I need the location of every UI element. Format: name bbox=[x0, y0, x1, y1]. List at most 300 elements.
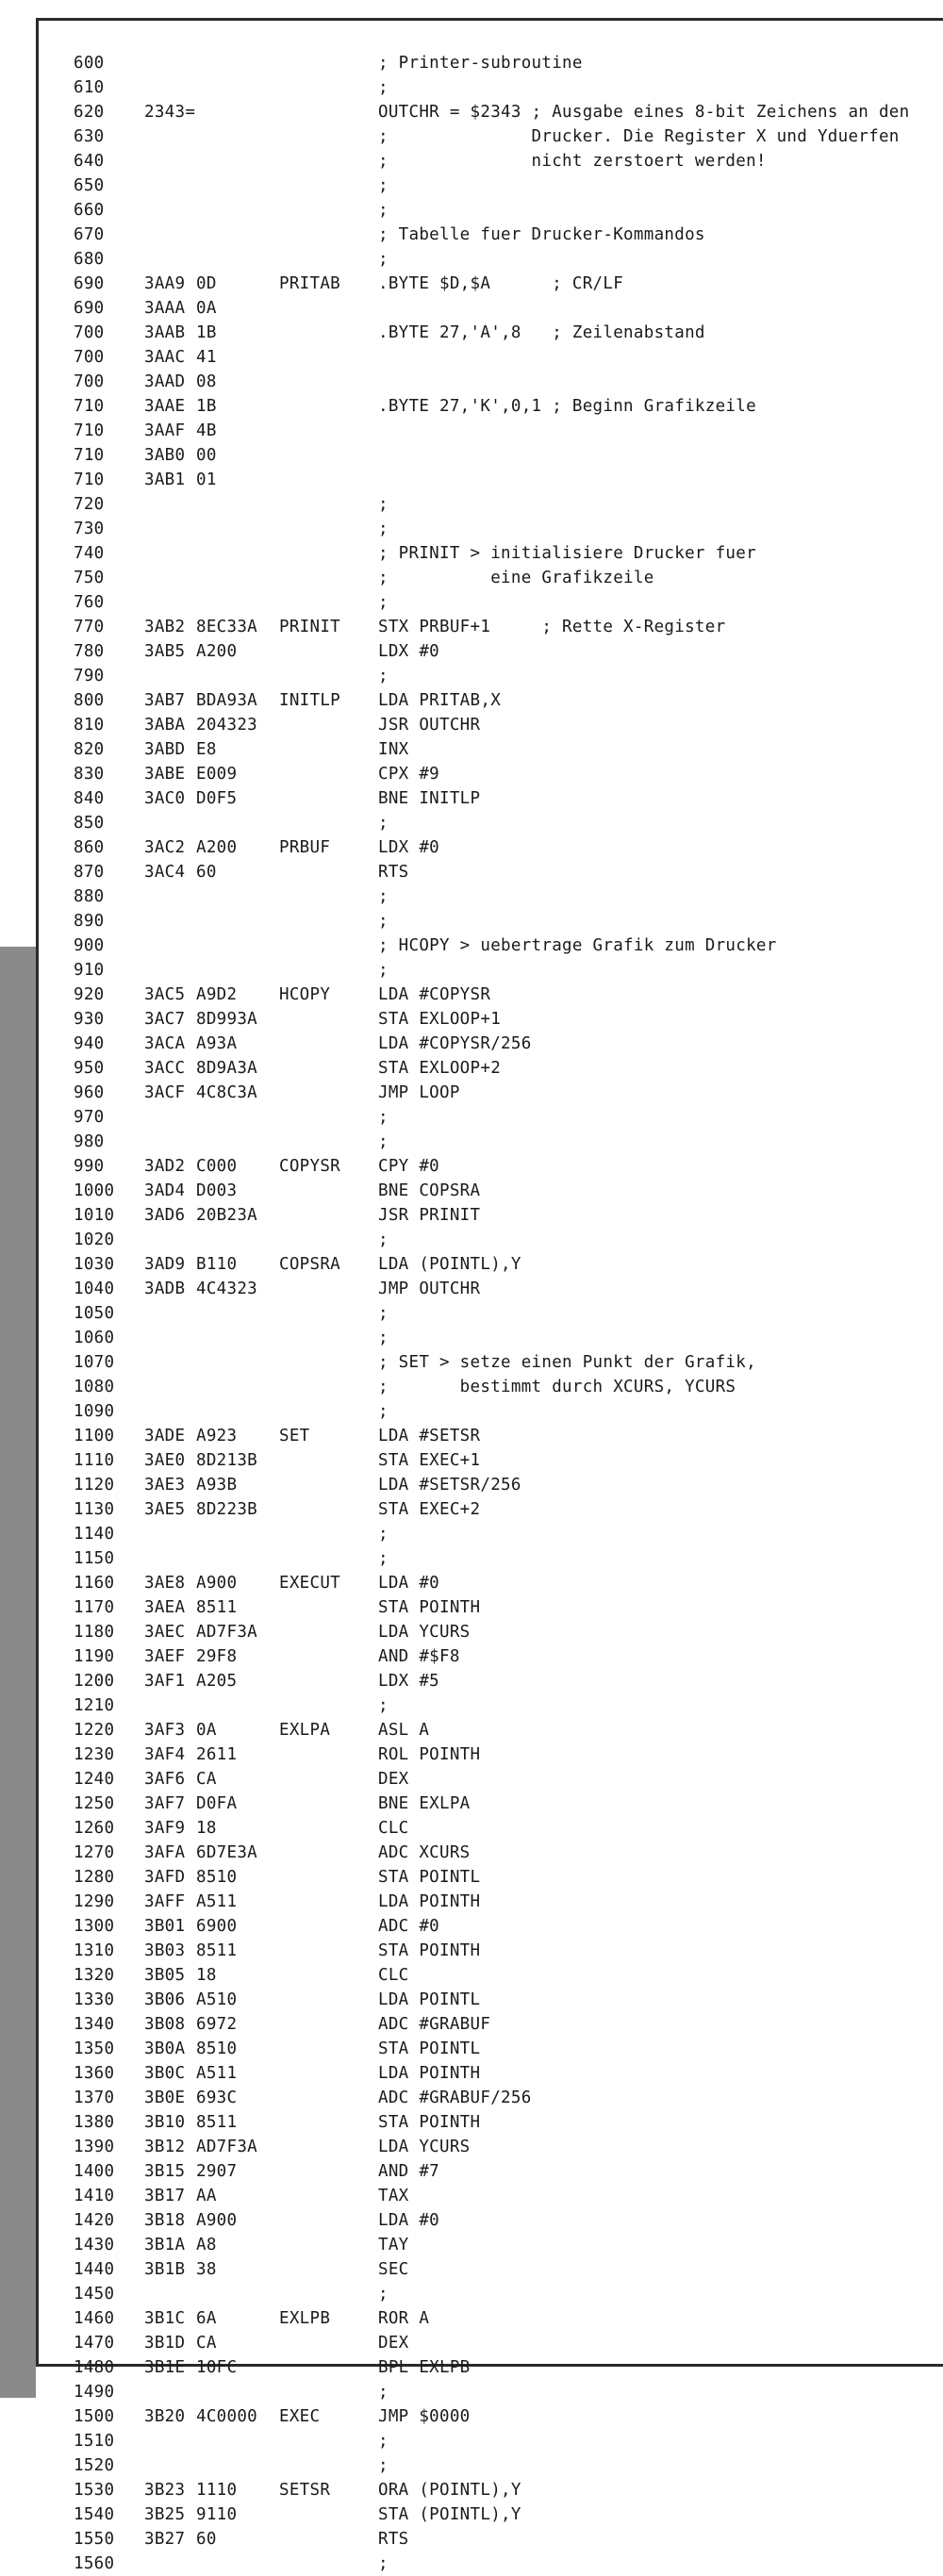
instruction: ; bbox=[378, 2383, 389, 2402]
address: 3B18 bbox=[144, 2211, 186, 2230]
address: 3AF4 bbox=[144, 1745, 186, 1764]
instruction: DEX bbox=[378, 1770, 409, 1789]
address: 3AAC bbox=[144, 348, 186, 367]
instruction: ; bbox=[378, 250, 389, 269]
instruction: LDA #COPYSR bbox=[378, 985, 491, 1004]
instruction: LDA YCURS bbox=[378, 1623, 471, 1642]
hex-bytes: A923 bbox=[196, 1427, 238, 1445]
address: 3AB2 bbox=[144, 618, 186, 636]
line-number: 1050 bbox=[74, 1304, 115, 1323]
address: 2343= bbox=[144, 103, 196, 122]
hex-bytes: 8D213B bbox=[196, 1451, 258, 1470]
hex-bytes: A205 bbox=[196, 1672, 238, 1691]
address: 3AF3 bbox=[144, 1721, 186, 1740]
instruction: ; bbox=[378, 1696, 389, 1715]
hex-bytes: 6D7E3A bbox=[196, 1843, 258, 1862]
hex-bytes: A9D2 bbox=[196, 985, 238, 1004]
hex-bytes: A510 bbox=[196, 1990, 238, 2009]
instruction: ; bbox=[378, 1525, 389, 1544]
line-number: 1240 bbox=[74, 1770, 115, 1789]
line-number: 1190 bbox=[74, 1647, 115, 1666]
instruction: ROL POINTH bbox=[378, 1745, 481, 1764]
line-number: 860 bbox=[74, 838, 105, 857]
instruction: ; nicht zerstoert werden! bbox=[378, 152, 767, 171]
instruction: STA EXEC+2 bbox=[378, 1500, 481, 1519]
hex-bytes: 1110 bbox=[196, 2481, 238, 2500]
instruction: ; bbox=[378, 1132, 389, 1151]
address: 3B03 bbox=[144, 1941, 186, 1960]
instruction: ; bbox=[378, 1329, 389, 1347]
line-number: 1100 bbox=[74, 1427, 115, 1445]
line-number: 1010 bbox=[74, 1206, 115, 1225]
line-number: 1410 bbox=[74, 2187, 115, 2205]
line-number: 1260 bbox=[74, 1819, 115, 1838]
instruction: ; SET > setze einen Punkt der Grafik, bbox=[378, 1353, 756, 1372]
line-number: 740 bbox=[74, 544, 105, 563]
address: 3B1C bbox=[144, 2309, 186, 2328]
address: 3AF1 bbox=[144, 1672, 186, 1691]
line-number: 1480 bbox=[74, 2358, 115, 2377]
line-number: 730 bbox=[74, 520, 105, 538]
instruction: ; bbox=[378, 1108, 389, 1127]
hex-bytes: AD7F3A bbox=[196, 2138, 258, 2156]
line-number: 710 bbox=[74, 446, 105, 465]
instruction: STA EXEC+1 bbox=[378, 1451, 481, 1470]
address: 3B1B bbox=[144, 2260, 186, 2279]
instruction: ORA (POINTL),Y bbox=[378, 2481, 521, 2500]
address: 3B1A bbox=[144, 2236, 186, 2254]
code-label: COPYSR bbox=[279, 1157, 341, 1176]
line-number: 1490 bbox=[74, 2383, 115, 2402]
instruction: LDA (POINTL),Y bbox=[378, 1255, 521, 1274]
address: 3B25 bbox=[144, 2505, 186, 2524]
line-number: 1460 bbox=[74, 2309, 115, 2328]
line-number: 1000 bbox=[74, 1181, 115, 1200]
address: 3B17 bbox=[144, 2187, 186, 2205]
instruction: DEX bbox=[378, 2334, 409, 2353]
line-number: 980 bbox=[74, 1132, 105, 1151]
code-label: EXECUT bbox=[279, 1574, 341, 1593]
instruction: ADC XCURS bbox=[378, 1843, 471, 1862]
line-number: 1030 bbox=[74, 1255, 115, 1274]
address: 3AEA bbox=[144, 1598, 186, 1617]
instruction: LDA #SETSR bbox=[378, 1427, 481, 1445]
hex-bytes: 8D993A bbox=[196, 1010, 258, 1029]
instruction: ; bbox=[378, 887, 389, 906]
hex-bytes: 60 bbox=[196, 863, 217, 882]
line-number: 770 bbox=[74, 618, 105, 636]
line-number: 640 bbox=[74, 152, 105, 171]
line-number: 700 bbox=[74, 323, 105, 342]
address: 3ADE bbox=[144, 1427, 186, 1445]
line-number: 920 bbox=[74, 985, 105, 1004]
hex-bytes: A511 bbox=[196, 2064, 238, 2083]
address: 3B08 bbox=[144, 2015, 186, 2034]
instruction: STA (POINTL),Y bbox=[378, 2505, 521, 2524]
address: 3AAA bbox=[144, 299, 186, 318]
instruction: ; bbox=[378, 2285, 389, 2304]
hex-bytes: AA bbox=[196, 2187, 217, 2205]
address: 3ABD bbox=[144, 740, 186, 759]
line-number: 1330 bbox=[74, 1990, 115, 2009]
line-number: 750 bbox=[74, 569, 105, 587]
hex-bytes: 4C0000 bbox=[196, 2407, 258, 2426]
hex-bytes: 8D9A3A bbox=[196, 1059, 258, 1078]
address: 3AC4 bbox=[144, 863, 186, 882]
hex-bytes: 01 bbox=[196, 471, 217, 489]
instruction: LDX #5 bbox=[378, 1672, 440, 1691]
address: 3AA9 bbox=[144, 274, 186, 293]
hex-bytes: A8 bbox=[196, 2236, 217, 2254]
line-number: 960 bbox=[74, 1083, 105, 1102]
line-number: 930 bbox=[74, 1010, 105, 1029]
line-number: 1250 bbox=[74, 1794, 115, 1813]
hex-bytes: D0F5 bbox=[196, 789, 238, 808]
instruction: SEC bbox=[378, 2260, 409, 2279]
hex-bytes: 18 bbox=[196, 1966, 217, 1985]
line-number: 990 bbox=[74, 1157, 105, 1176]
line-number: 720 bbox=[74, 495, 105, 514]
line-number: 1550 bbox=[74, 2530, 115, 2549]
instruction: STA POINTH bbox=[378, 1941, 481, 1960]
address: 3AB1 bbox=[144, 471, 186, 489]
instruction: .BYTE 27,'A',8 ; Zeilenabstand bbox=[378, 323, 705, 342]
code-label: COPSRA bbox=[279, 1255, 341, 1274]
instruction: RTS bbox=[378, 2530, 409, 2549]
hex-bytes: 2611 bbox=[196, 1745, 238, 1764]
line-number: 900 bbox=[74, 936, 105, 955]
instruction: STA POINTH bbox=[378, 1598, 481, 1617]
code-label: EXLPA bbox=[279, 1721, 331, 1740]
page-edge-shade bbox=[0, 947, 36, 2398]
address: 3AFF bbox=[144, 1892, 186, 1911]
instruction: ; eine Grafikzeile bbox=[378, 569, 654, 587]
hex-bytes: E009 bbox=[196, 765, 238, 784]
instruction: INX bbox=[378, 740, 409, 759]
instruction: ; Drucker. Die Register X und Yduerfen bbox=[378, 127, 900, 146]
instruction: ; PRINIT > initialisiere Drucker fuer bbox=[378, 544, 756, 563]
listing-frame bbox=[36, 18, 943, 2573]
address: 3ACC bbox=[144, 1059, 186, 1078]
hex-bytes: A900 bbox=[196, 2211, 238, 2230]
hex-bytes: BDA93A bbox=[196, 691, 258, 710]
line-number: 690 bbox=[74, 274, 105, 293]
hex-bytes: 8510 bbox=[196, 1868, 238, 1887]
instruction: JSR PRINIT bbox=[378, 1206, 481, 1225]
address: 3AAF bbox=[144, 421, 186, 440]
line-number: 1130 bbox=[74, 1500, 115, 1519]
line-number: 690 bbox=[74, 299, 105, 318]
hex-bytes: 1B bbox=[196, 397, 217, 416]
line-number: 1370 bbox=[74, 2089, 115, 2107]
instruction: STA POINTL bbox=[378, 1868, 481, 1887]
hex-bytes: 6900 bbox=[196, 1917, 238, 1936]
hex-bytes: D0FA bbox=[196, 1794, 238, 1813]
instruction: ADC #GRABUF bbox=[378, 2015, 491, 2034]
hex-bytes: 4C4323 bbox=[196, 1280, 258, 1298]
line-number: 1290 bbox=[74, 1892, 115, 1911]
hex-bytes: 1B bbox=[196, 323, 217, 342]
line-number: 1170 bbox=[74, 1598, 115, 1617]
line-number: 1040 bbox=[74, 1280, 115, 1298]
line-number: 1540 bbox=[74, 2505, 115, 2524]
address: 3AF9 bbox=[144, 1819, 186, 1838]
instruction: ; bestimmt durch XCURS, YCURS bbox=[378, 1378, 736, 1396]
instruction: ; bbox=[378, 1230, 389, 1249]
instruction: ; bbox=[378, 2456, 389, 2475]
line-number: 830 bbox=[74, 765, 105, 784]
address: 3ABE bbox=[144, 765, 186, 784]
line-number: 1070 bbox=[74, 1353, 115, 1372]
address: 3B0E bbox=[144, 2089, 186, 2107]
line-number: 1350 bbox=[74, 2039, 115, 2058]
instruction: LDA POINTH bbox=[378, 2064, 481, 2083]
hex-bytes: 0A bbox=[196, 299, 217, 318]
line-number: 1390 bbox=[74, 2138, 115, 2156]
address: 3B0A bbox=[144, 2039, 186, 2058]
line-number: 840 bbox=[74, 789, 105, 808]
code-label: SET bbox=[279, 1427, 310, 1445]
line-number: 1080 bbox=[74, 1378, 115, 1396]
hex-bytes: 18 bbox=[196, 1819, 217, 1838]
hex-bytes: A900 bbox=[196, 1574, 238, 1593]
code-label: SETSR bbox=[279, 2481, 331, 2500]
line-number: 710 bbox=[74, 421, 105, 440]
hex-bytes: 8510 bbox=[196, 2039, 238, 2058]
line-number: 1200 bbox=[74, 1672, 115, 1691]
line-number: 760 bbox=[74, 593, 105, 612]
address: 3AFD bbox=[144, 1868, 186, 1887]
hex-bytes: CA bbox=[196, 1770, 217, 1789]
hex-bytes: A93A bbox=[196, 1034, 238, 1053]
hex-bytes: 8511 bbox=[196, 1941, 238, 1960]
address: 3AE8 bbox=[144, 1574, 186, 1593]
instruction: ; bbox=[378, 2554, 389, 2573]
line-number: 710 bbox=[74, 471, 105, 489]
line-number: 940 bbox=[74, 1034, 105, 1053]
instruction: .BYTE $D,$A ; CR/LF bbox=[378, 274, 624, 293]
hex-bytes: 8511 bbox=[196, 2113, 238, 2132]
line-number: 670 bbox=[74, 225, 105, 244]
instruction: ; bbox=[378, 1549, 389, 1568]
address: 3AF6 bbox=[144, 1770, 186, 1789]
hex-bytes: 204323 bbox=[196, 716, 258, 735]
line-number: 1140 bbox=[74, 1525, 115, 1544]
instruction: AND #$F8 bbox=[378, 1647, 460, 1666]
line-number: 710 bbox=[74, 397, 105, 416]
hex-bytes: CA bbox=[196, 2334, 217, 2353]
line-number: 1320 bbox=[74, 1966, 115, 1985]
line-number: 1510 bbox=[74, 2432, 115, 2451]
instruction: TAX bbox=[378, 2187, 409, 2205]
address: 3AAE bbox=[144, 397, 186, 416]
hex-bytes: A511 bbox=[196, 1892, 238, 1911]
address: 3AC7 bbox=[144, 1010, 186, 1029]
line-number: 1500 bbox=[74, 2407, 115, 2426]
instruction: ; bbox=[378, 961, 389, 980]
line-number: 1340 bbox=[74, 2015, 115, 2034]
hex-bytes: 9110 bbox=[196, 2505, 238, 2524]
line-number: 1270 bbox=[74, 1843, 115, 1862]
address: 3AEC bbox=[144, 1623, 186, 1642]
hex-bytes: C000 bbox=[196, 1157, 238, 1176]
address: 3AD4 bbox=[144, 1181, 186, 1200]
line-number: 970 bbox=[74, 1108, 105, 1127]
line-number: 950 bbox=[74, 1059, 105, 1078]
instruction: .BYTE 27,'K',0,1 ; Beginn Grafikzeile bbox=[378, 397, 756, 416]
hex-bytes: 693C bbox=[196, 2089, 238, 2107]
address: 3B01 bbox=[144, 1917, 186, 1936]
address: 3B0C bbox=[144, 2064, 186, 2083]
hex-bytes: A200 bbox=[196, 642, 238, 661]
line-number: 600 bbox=[74, 54, 105, 73]
instruction: ; bbox=[378, 520, 389, 538]
line-number: 650 bbox=[74, 176, 105, 195]
instruction: ; bbox=[378, 78, 389, 97]
address: 3AF7 bbox=[144, 1794, 186, 1813]
line-number: 1160 bbox=[74, 1574, 115, 1593]
code-label: PRINIT bbox=[279, 618, 341, 636]
hex-bytes: 60 bbox=[196, 2530, 217, 2549]
line-number: 880 bbox=[74, 887, 105, 906]
line-number: 1420 bbox=[74, 2211, 115, 2230]
hex-bytes: A200 bbox=[196, 838, 238, 857]
address: 3AAD bbox=[144, 372, 186, 391]
instruction: CLC bbox=[378, 1966, 409, 1985]
line-number: 1440 bbox=[74, 2260, 115, 2279]
code-label: HCOPY bbox=[279, 985, 331, 1004]
line-number: 1300 bbox=[74, 1917, 115, 1936]
line-number: 810 bbox=[74, 716, 105, 735]
instruction: BNE EXLPA bbox=[378, 1794, 471, 1813]
hex-bytes: 00 bbox=[196, 446, 217, 465]
code-label: INITLP bbox=[279, 691, 341, 710]
line-number: 790 bbox=[74, 667, 105, 685]
instruction: ADC #GRABUF/256 bbox=[378, 2089, 532, 2107]
address: 3ABA bbox=[144, 716, 186, 735]
hex-bytes: 20B23A bbox=[196, 1206, 258, 1225]
line-number: 1120 bbox=[74, 1476, 115, 1494]
address: 3B20 bbox=[144, 2407, 186, 2426]
instruction: BNE INITLP bbox=[378, 789, 481, 808]
address: 3B1D bbox=[144, 2334, 186, 2353]
hex-bytes: 8EC33A bbox=[196, 618, 258, 636]
instruction: STA POINTH bbox=[378, 2113, 481, 2132]
hex-bytes: 0A bbox=[196, 1721, 217, 1740]
line-number: 1210 bbox=[74, 1696, 115, 1715]
address: 3B23 bbox=[144, 2481, 186, 2500]
instruction: JMP LOOP bbox=[378, 1083, 460, 1102]
address: 3AC0 bbox=[144, 789, 186, 808]
address: 3AB7 bbox=[144, 691, 186, 710]
instruction: ROR A bbox=[378, 2309, 430, 2328]
line-number: 1400 bbox=[74, 2162, 115, 2181]
line-number: 700 bbox=[74, 348, 105, 367]
address: 3AC5 bbox=[144, 985, 186, 1004]
instruction: OUTCHR = $2343 ; Ausgabe eines 8-bit Zeichens an den bbox=[378, 103, 910, 122]
line-number: 1520 bbox=[74, 2456, 115, 2475]
hex-bytes: 29F8 bbox=[196, 1647, 238, 1666]
address: 3AE3 bbox=[144, 1476, 186, 1494]
instruction: ADC #0 bbox=[378, 1917, 440, 1936]
instruction: CPY #0 bbox=[378, 1157, 440, 1176]
code-label: EXEC bbox=[279, 2407, 321, 2426]
line-number: 1530 bbox=[74, 2481, 115, 2500]
instruction: ; bbox=[378, 1402, 389, 1421]
instruction: LDA #SETSR/256 bbox=[378, 1476, 521, 1494]
hex-bytes: A93B bbox=[196, 1476, 238, 1494]
instruction: JSR OUTCHR bbox=[378, 716, 481, 735]
hex-bytes: B110 bbox=[196, 1255, 238, 1274]
line-number: 1560 bbox=[74, 2554, 115, 2573]
address: 3ACF bbox=[144, 1083, 186, 1102]
line-number: 1110 bbox=[74, 1451, 115, 1470]
instruction: AND #7 bbox=[378, 2162, 440, 2181]
address: 3ADB bbox=[144, 1280, 186, 1298]
hex-bytes: 8D223B bbox=[196, 1500, 258, 1519]
instruction: ; bbox=[378, 912, 389, 931]
instruction: ASL A bbox=[378, 1721, 430, 1740]
line-number: 1450 bbox=[74, 2285, 115, 2304]
instruction: ; bbox=[378, 814, 389, 833]
address: 3AB0 bbox=[144, 446, 186, 465]
instruction: BPL EXLPB bbox=[378, 2358, 471, 2377]
hex-bytes: E8 bbox=[196, 740, 217, 759]
hex-bytes: 0D bbox=[196, 274, 217, 293]
instruction: ; HCOPY > uebertrage Grafik zum Drucker bbox=[378, 936, 777, 955]
line-number: 700 bbox=[74, 372, 105, 391]
code-label: PRBUF bbox=[279, 838, 331, 857]
line-number: 1150 bbox=[74, 1549, 115, 1568]
address: 3B12 bbox=[144, 2138, 186, 2156]
line-number: 870 bbox=[74, 863, 105, 882]
line-number: 1430 bbox=[74, 2236, 115, 2254]
line-number: 1220 bbox=[74, 1721, 115, 1740]
address: 3B27 bbox=[144, 2530, 186, 2549]
hex-bytes: D003 bbox=[196, 1181, 238, 1200]
line-number: 1380 bbox=[74, 2113, 115, 2132]
hex-bytes: 4C8C3A bbox=[196, 1083, 258, 1102]
instruction: LDA POINTL bbox=[378, 1990, 481, 2009]
instruction: STA EXLOOP+2 bbox=[378, 1059, 502, 1078]
instruction: JMP $0000 bbox=[378, 2407, 471, 2426]
address: 3B15 bbox=[144, 2162, 186, 2181]
line-number: 1020 bbox=[74, 1230, 115, 1249]
line-number: 660 bbox=[74, 201, 105, 220]
address: 3B1E bbox=[144, 2358, 186, 2377]
hex-bytes: AD7F3A bbox=[196, 1623, 258, 1642]
instruction: JMP OUTCHR bbox=[378, 1280, 481, 1298]
address: 3AEF bbox=[144, 1647, 186, 1666]
address: 3AFA bbox=[144, 1843, 186, 1862]
instruction: CPX #9 bbox=[378, 765, 440, 784]
address: 3AE5 bbox=[144, 1500, 186, 1519]
hex-bytes: 38 bbox=[196, 2260, 217, 2279]
line-number: 1090 bbox=[74, 1402, 115, 1421]
address: 3B06 bbox=[144, 1990, 186, 2009]
address: 3AD2 bbox=[144, 1157, 186, 1176]
instruction: BNE COPSRA bbox=[378, 1181, 481, 1200]
address: 3AD6 bbox=[144, 1206, 186, 1225]
line-number: 1060 bbox=[74, 1329, 115, 1347]
line-number: 680 bbox=[74, 250, 105, 269]
instruction: ; Tabelle fuer Drucker-Kommandos bbox=[378, 225, 705, 244]
instruction: STA POINTL bbox=[378, 2039, 481, 2058]
line-number: 620 bbox=[74, 103, 105, 122]
code-label: EXLPB bbox=[279, 2309, 331, 2328]
instruction: TAY bbox=[378, 2236, 409, 2254]
line-number: 820 bbox=[74, 740, 105, 759]
